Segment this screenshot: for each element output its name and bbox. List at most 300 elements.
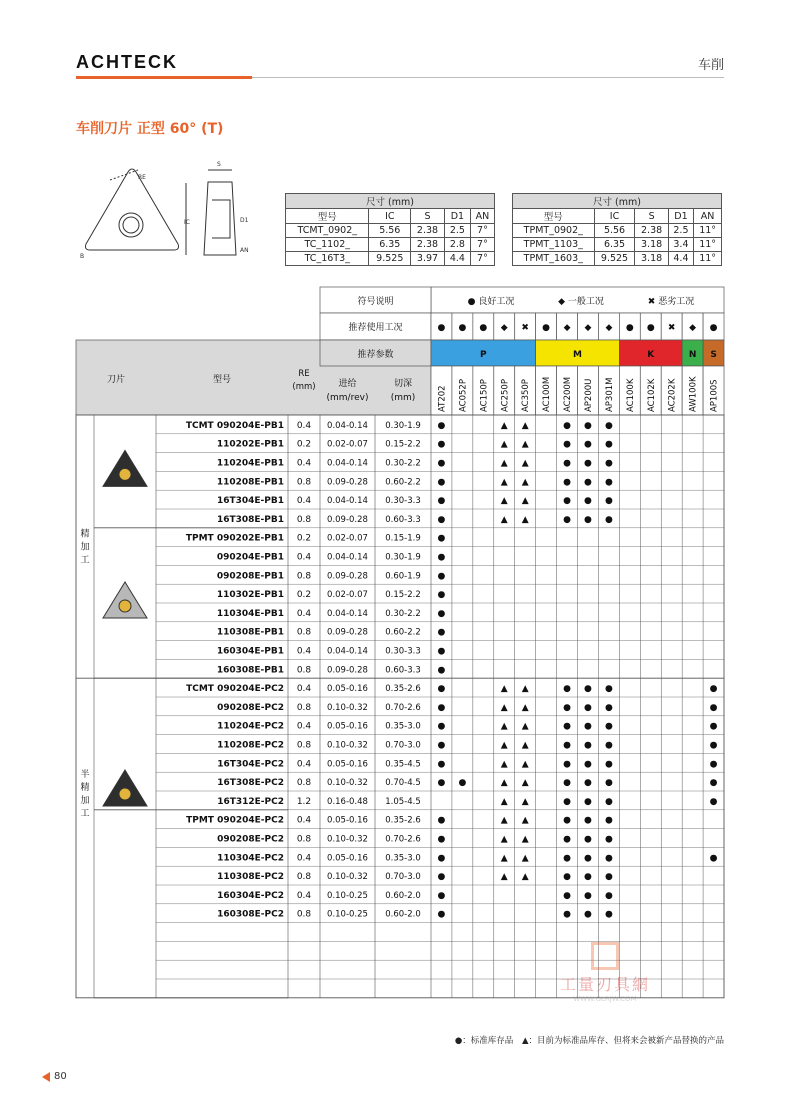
section-label-semi-finishing: 工 [80,809,90,819]
row-mark: ● [584,514,592,525]
row-mark: ● [604,684,613,695]
row-mark: ● [709,853,718,864]
row-model: TCMT 090204E-PC2 [186,684,284,695]
col-depth-unit: (mm) [390,393,416,403]
row-depth: 0.15-2.2 [385,439,421,450]
row-mark: ● [437,759,446,770]
dimension-cell: TPMT_1603_ [513,252,595,266]
row-mark: ▲ [500,702,508,713]
dimension-header: S [411,209,445,224]
dimension-caption: 尺寸 (mm) [286,194,495,209]
row-re: 0.2 [296,590,312,601]
material-label-k: K [647,350,655,360]
recommend-symbol: ● [479,323,488,333]
row-mark: ● [437,420,446,431]
row-mark: ▲ [521,477,529,488]
row-mark: ● [584,815,592,826]
row-feed: 0.10-0.25 [327,890,368,901]
row-mark: ● [563,740,571,751]
row-model: 16T304E-PB1 [216,496,284,507]
dimension-cell: 6.35 [594,238,635,252]
row-model: 16T312E-PC2 [217,796,284,807]
row-mark: ● [604,439,613,450]
d1-label: D1 [240,217,249,224]
row-depth: 0.60-2.2 [385,627,421,638]
row-depth: 0.35-3.0 [385,721,421,732]
grade-ac350p: AC350P [521,379,532,412]
row-depth: 0.70-3.0 [385,740,421,751]
dimension-cell: 2.38 [635,224,668,238]
row-mark: ● [584,872,592,883]
row-model: 110304E-PB1 [216,608,284,619]
row-depth: 1.05-4.5 [385,796,421,807]
row-mark: ▲ [500,684,508,695]
row-mark: ● [604,872,613,883]
row-depth: 0.35-3.0 [385,853,421,864]
row-mark: ● [437,890,446,901]
dimension-cell: 3.4 [668,238,694,252]
row-re: 0.4 [296,608,312,619]
row-mark: ● [563,890,571,901]
material-label-s: S [710,350,717,360]
recommend-symbol: ● [542,323,551,333]
section-label-semi-finishing: 加 [80,796,90,806]
section-label-semi-finishing: 半 [80,770,90,780]
row-mark: ● [437,702,446,713]
row-feed: 0.10-0.32 [327,740,368,751]
row-mark: ● [437,684,446,695]
row-model: TCMT 090204E-PB1 [185,420,284,431]
row-mark: ● [584,702,592,713]
ic-label: IC [184,219,190,226]
row-mark: ● [563,721,571,732]
row-mark: ▲ [500,439,508,450]
section-label-finishing: 精 [80,529,90,540]
col-re-unit: (mm) [292,382,316,392]
grade-ap301m: AP301M [604,377,615,412]
row-mark: ▲ [500,721,508,732]
col-feed-unit: (mm/rev) [326,393,369,403]
row-re: 0.2 [296,533,312,544]
recommend-symbol: ◆ [689,323,697,333]
row-mark: ▲ [500,740,508,751]
row-mark: ● [563,477,571,488]
row-feed: 0.05-0.16 [327,853,368,864]
row-mark: ● [563,496,571,507]
row-mark: ● [437,533,446,544]
row-depth: 0.60-2.2 [385,477,421,488]
row-mark: ● [563,815,571,826]
row-mark: ● [563,872,571,883]
grade-ac100k: AC100K [625,378,636,412]
dimension-header: S [635,209,668,224]
row-mark: ▲ [521,759,529,770]
col-feed-header: 进给 [338,379,357,389]
row-depth: 0.70-2.6 [385,834,421,845]
row-depth: 0.60-3.3 [385,514,421,525]
grade-ac200m: AC200M [563,376,574,412]
recommend-symbol: ✖ [667,323,676,333]
grade-aw100k: AW100K [688,376,699,412]
row-feed: 0.10-0.32 [327,834,368,845]
watermark-text: 工量刃具網 [559,975,650,994]
row-model: 160304E-PC2 [217,890,284,901]
grade-ac102k: AC102K [646,378,657,412]
row-mark: ● [604,853,613,864]
row-mark: ● [437,853,446,864]
recommend-symbol: ◆ [605,323,613,333]
row-model: 110208E-PB1 [216,477,284,488]
row-mark: ● [584,834,592,845]
row-feed: 0.10-0.32 [327,872,368,883]
row-mark: ● [584,796,592,807]
row-feed: 0.10-0.32 [327,702,368,713]
row-model: 16T308E-PB1 [216,514,284,525]
page-number: 80 [54,1071,67,1082]
row-feed: 0.05-0.16 [327,684,368,695]
row-feed: 0.10-0.25 [327,909,368,920]
dimension-header: AN [470,209,494,224]
grade-ap100s: AP100S [709,379,720,412]
row-model: 16T304E-PC2 [217,759,284,770]
legend-replacement-stock: ▲：目前为标准品库存、但将来会被新产品替换的产品 [521,1036,724,1046]
row-mark: ● [458,778,467,789]
row-feed: 0.09-0.28 [327,571,368,582]
dimension-header: IC [594,209,635,224]
page-title: 车削刀片 正型 60° (T) [76,121,224,137]
row-feed: 0.05-0.16 [327,815,368,826]
dimension-cell: 5.56 [594,224,635,238]
row-re: 0.8 [296,778,312,789]
grade-ac150p: AC150P [479,379,490,412]
dimension-cell: 2.8 [444,238,470,252]
recommend-symbol: ● [709,323,718,333]
row-mark: ▲ [500,458,508,469]
dimension-cell: TC_16T3_ [286,252,369,266]
recommend-symbol: ◆ [563,323,571,333]
recommend-symbol: ● [625,323,634,333]
dimension-caption: 尺寸 (mm) [513,194,722,209]
row-re: 0.8 [296,665,312,676]
row-mark: ● [584,759,592,770]
row-feed: 0.09-0.28 [327,477,368,488]
row-mark: ▲ [500,872,508,883]
dimension-cell: 4.4 [444,252,470,266]
row-mark: ● [437,627,446,638]
row-mark: ▲ [521,872,529,883]
row-mark: ● [437,477,446,488]
row-mark: ● [563,514,571,525]
row-mark: ● [437,872,446,883]
dimension-header: AN [694,209,722,224]
row-mark: ● [604,834,613,845]
row-re: 0.4 [296,684,312,695]
row-mark: ● [437,721,446,732]
dimension-header: 型号 [513,209,595,224]
dimension-header: D1 [444,209,470,224]
row-mark: ● [584,890,592,901]
row-mark: ▲ [521,702,529,713]
row-depth: 0.60-1.9 [385,571,421,582]
grade-ap200u: AP200U [583,378,594,412]
row-mark: ● [563,702,571,713]
row-model: 110204E-PB1 [216,458,284,469]
row-feed: 0.02-0.07 [327,439,368,450]
row-mark: ▲ [521,439,529,450]
row-mark: ▲ [521,496,529,507]
row-model: 110308E-PB1 [216,627,284,638]
row-depth: 0.60-2.0 [385,909,421,920]
row-mark: ▲ [500,496,508,507]
dimension-cell: TCMT_0902_ [286,224,369,238]
row-mark: ● [437,496,446,507]
row-mark: ● [437,608,446,619]
row-re: 1.2 [296,796,312,807]
row-depth: 0.70-4.5 [385,778,421,789]
dimension-cell: 3.18 [635,238,668,252]
row-model: 090204E-PB1 [216,552,284,563]
row-mark: ● [604,778,613,789]
page-arrow-icon [42,1072,50,1082]
row-mark: ● [437,571,446,582]
row-re: 0.4 [296,815,312,826]
legend [449,1034,724,1046]
row-feed: 0.04-0.14 [327,458,368,469]
col-model-header: 型号 [212,375,232,385]
row-mark: ● [563,853,571,864]
row-re: 0.8 [296,740,312,751]
row-feed: 0.02-0.07 [327,533,368,544]
dimension-cell: 4.4 [668,252,694,266]
material-label-m: M [573,350,582,360]
row-re: 0.8 [296,627,312,638]
row-depth: 0.15-2.2 [385,590,421,601]
row-re: 0.4 [296,646,312,657]
row-mark: ● [563,420,571,431]
row-re: 0.4 [296,420,312,431]
row-mark: ● [584,439,592,450]
brand-logo: ACHTECK [76,52,178,72]
row-mark: ▲ [521,721,529,732]
params-label: 推荐参数 [357,350,394,360]
row-mark: ● [709,778,718,789]
row-model: 110208E-PC2 [217,740,284,751]
row-feed: 0.09-0.28 [327,514,368,525]
row-depth: 0.15-1.9 [385,533,421,544]
dimension-header: IC [369,209,411,224]
row-mark: ▲ [500,778,508,789]
dimension-cell: 2.5 [668,224,694,238]
dimension-cell: 7° [470,252,494,266]
row-mark: ● [604,759,613,770]
row-mark: ● [604,702,613,713]
row-feed: 0.16-0.48 [327,796,368,807]
row-depth: 0.30-2.2 [385,458,421,469]
row-mark: ● [604,890,613,901]
row-feed: 0.09-0.28 [327,627,368,638]
row-mark: ▲ [521,778,529,789]
symbol-good: ● 良好工况 [467,297,515,307]
row-re: 0.4 [296,552,312,563]
row-re: 0.4 [296,496,312,507]
an-label: AN [240,247,249,254]
col-insert-header: 刀片 [106,375,126,385]
row-mark: ▲ [500,420,508,431]
row-mark: ● [437,815,446,826]
row-feed: 0.04-0.14 [327,646,368,657]
row-feed: 0.09-0.28 [327,665,368,676]
recommend-label: 推荐使用工况 [348,323,403,333]
dimension-header: 型号 [286,209,369,224]
symbol-bad: ✖ 恶劣工况 [647,297,695,307]
row-feed: 0.10-0.32 [327,778,368,789]
col-depth-header: 切深 [393,379,413,389]
row-mark: ● [604,496,613,507]
row-mark: ▲ [521,853,529,864]
recommend-symbol: ◆ [500,323,508,333]
row-model: 160308E-PB1 [216,665,284,676]
dimension-cell: TC_1102_ [286,238,369,252]
row-depth: 0.60-3.3 [385,665,421,676]
row-mark: ● [584,909,592,920]
row-feed: 0.05-0.16 [327,721,368,732]
row-mark: ● [604,796,613,807]
row-mark: ● [584,477,592,488]
row-mark: ▲ [500,796,508,807]
recommend-symbol: ● [646,323,655,333]
row-model: 110204E-PC2 [217,721,284,732]
row-mark: ● [709,702,718,713]
row-model: 090208E-PC2 [217,702,284,713]
row-mark: ● [709,796,718,807]
row-model: 110302E-PB1 [216,590,284,601]
row-mark: ● [563,759,571,770]
row-mark: ● [604,815,613,826]
row-mark: ● [584,420,592,431]
dimension-cell: 7° [470,224,494,238]
row-mark: ● [563,834,571,845]
row-mark: ● [604,458,613,469]
row-mark: ● [437,909,446,920]
row-mark: ● [604,721,613,732]
symbol-general: ◆ 一般工况 [558,297,604,307]
re-label: RE [138,174,146,181]
recommend-symbol: ● [458,323,467,333]
row-mark: ● [563,909,571,920]
row-re: 0.8 [296,571,312,582]
row-mark: ● [437,439,446,450]
watermark-logo-icon [591,942,619,970]
row-depth: 0.35-2.6 [385,815,421,826]
dimension-cell: TPMT_1103_ [513,238,595,252]
row-feed: 0.05-0.16 [327,759,368,770]
row-mark: ▲ [521,514,529,525]
row-mark: ▲ [521,815,529,826]
row-mark: ● [709,740,718,751]
recommend-symbol: ● [437,323,446,333]
material-label-n: N [688,350,697,360]
row-model: 160308E-PC2 [217,909,284,920]
dimension-cell: TPMT_0902_ [513,224,595,238]
row-model: 090208E-PC2 [217,834,284,845]
row-mark: ● [563,778,571,789]
row-mark: ● [584,721,592,732]
row-model: 110304E-PC2 [217,853,284,864]
row-mark: ● [437,458,446,469]
row-mark: ● [437,646,446,657]
row-mark: ● [584,458,592,469]
row-mark: ● [437,590,446,601]
row-re: 0.2 [296,439,312,450]
row-mark: ▲ [500,853,508,864]
row-mark: ● [437,552,446,563]
row-mark: ● [437,665,446,676]
row-depth: 0.35-4.5 [385,759,421,770]
row-depth: 0.30-3.3 [385,496,421,507]
row-mark: ● [584,853,592,864]
row-mark: ▲ [500,759,508,770]
row-mark: ▲ [521,458,529,469]
row-re: 0.8 [296,834,312,845]
row-mark: ● [563,796,571,807]
b-label: B [80,253,85,260]
dimension-cell: 6.35 [369,238,411,252]
row-mark: ● [604,514,613,525]
grade-ac250p: AC250P [500,379,511,412]
dimension-cell: 11° [694,238,722,252]
row-mark: ● [584,740,592,751]
grade-ac202k: AC202K [667,378,678,412]
row-mark: ● [437,834,446,845]
row-model: 16T308E-PC2 [217,778,284,789]
row-mark: ▲ [500,815,508,826]
row-model: TPMT 090204E-PC2 [186,815,284,826]
row-model: 160304E-PB1 [216,646,284,657]
row-mark: ● [437,514,446,525]
row-mark: ● [709,721,718,732]
row-depth: 0.35-2.6 [385,684,421,695]
dimension-cell: 11° [694,224,722,238]
row-feed: 0.02-0.07 [327,590,368,601]
recommend-symbol: ✖ [521,323,529,333]
row-re: 0.8 [296,477,312,488]
row-model: 110202E-PB1 [216,439,284,450]
grade-at202: AT202 [437,385,448,412]
row-mark: ● [584,684,592,695]
section-name: 车削 [697,58,724,73]
dimension-cell: 11° [694,252,722,266]
watermark-url: WWW.GLRJW.COM [573,995,637,1003]
grade-ac100m: AC100M [542,376,553,412]
row-depth: 0.30-1.9 [385,552,421,563]
row-mark: ● [604,740,613,751]
row-mark: ▲ [521,420,529,431]
row-mark: ● [604,909,613,920]
row-model: TPMT 090202E-PB1 [185,533,284,544]
dimension-cell: 7° [470,238,494,252]
dimension-cell: 2.38 [411,238,445,252]
row-mark: ● [563,684,571,695]
row-feed: 0.04-0.14 [327,608,368,619]
row-mark: ▲ [500,514,508,525]
row-mark: ● [584,496,592,507]
row-mark: ● [604,420,613,431]
row-re: 0.8 [296,909,312,920]
row-re: 0.8 [296,702,312,713]
row-depth: 0.60-2.0 [385,890,421,901]
row-feed: 0.04-0.14 [327,420,368,431]
grade-ac052p: AC052P [458,379,469,412]
